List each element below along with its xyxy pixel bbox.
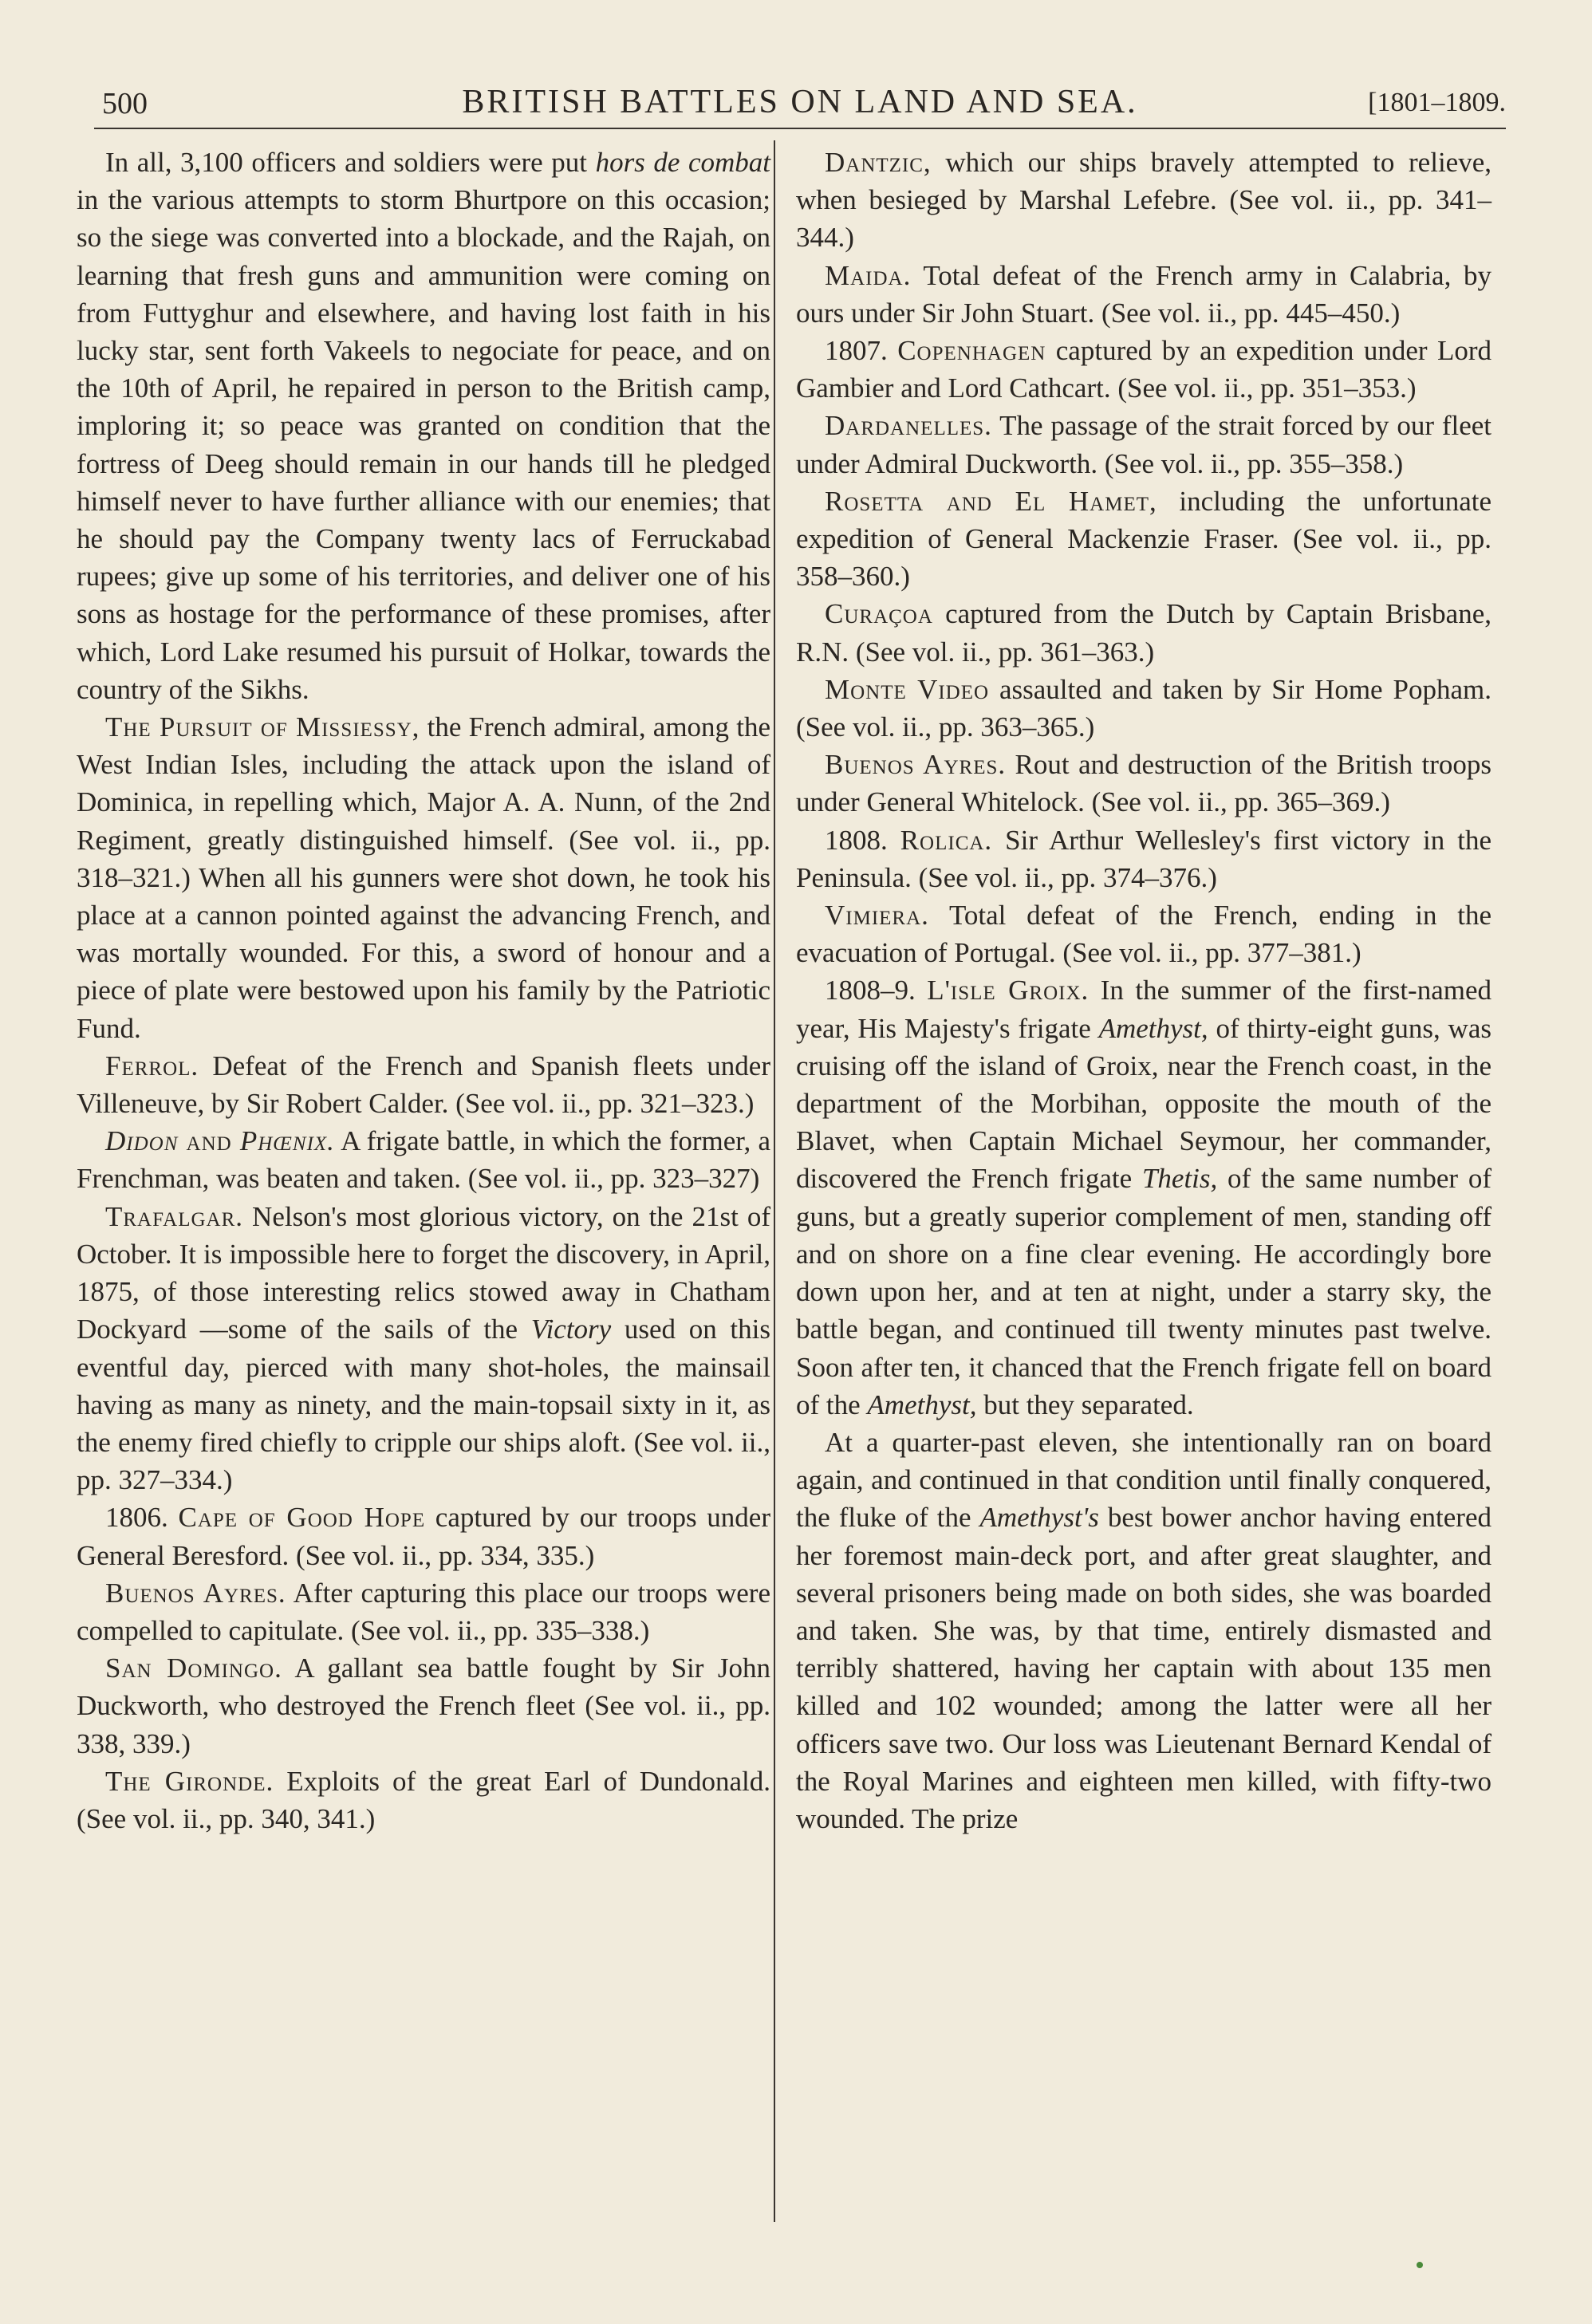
paragraph: Rosetta and El Hamet, including the unfortunate expedition of General Mackenzie Fraser. (See vol. ii., pp. 358–360.) [796,485,1492,593]
paragraph: The Pursuit of Missiessy, the French admiral, among the West Indian Isles, including the attack upon the island of Dominica, in repelling which, Major A. A. Nunn, of the 2nd Regiment, greatly distinguished himself. (See vol. ii., pp. 318–321.) When all his gunners were shot down, he took his place at a cannon pointed against the advancing French, and was mortally wounded. For this, a sword of honour and a piece of plate were bestowed upon his family by the Patriotic Fund. [77,711,770,1044]
running-title: BRITISH BATTLES ON LAND AND SEA. [462,84,1138,120]
page-number: 500 [102,87,148,120]
ink-speck [1417,2262,1423,2268]
paragraph: 1807. Copenhagen captured by an expedition under Lord Gambier and Lord Cathcart. (See vol. ii., pp. 351–353.) [796,335,1492,404]
paragraph: Dantzic, which our ships bravely attempted to relieve, when besieged by Marshal Lefebre. (See vol. ii., pp. 341–344.) [796,147,1492,254]
paragraph: Vimiera. Total defeat of the French, ending in the evacuation of Portugal. (See vol. ii., pp. 377–381.) [796,900,1492,969]
right-column [796,144,1492,1838]
paragraph: Trafalgar. Nelson's most glorious victory, on the 21st of October. It is impossible here to forget the discovery, in April, 1875, of those interesting relics stowed away in Chatham Dockyard —some of the sails of the Victory used on this eventful day, pierced with many shot-holes, the mainsail having as many as ninety, and the main-topsail sixty in it, as the enemy fired chiefly to cripple our ships aloft. (See vol. ii., pp. 327–334.) [77,1200,770,1496]
paragraph: At a quarter-past eleven, she intentionally ran on board again, and continued in that condition until finally conquered, the fluke of the Amethyst's best bower anchor having entered her foremost main-deck port, and after great slaughter, and several prisoners being made on both sides, she was boarded and taken. She was, by that time, entirely dismasted and terribly shattered, having her captain with about 135 men killed and 102 wounded; among the latter were all her officers save two. Our loss was Lieutenant Bernard Kendal of the Royal Marines and eighteen men killed, with fifty-two wounded. The prize [796,1426,1492,1834]
paragraph: 1808–9. L'isle Groix. In the summer of the first-named year, His Majesty's frigate Amethyst, of thirty-eight guns, was cruising off the island of Groix, near the French coast, in the department of the Morbihan, opposite the mouth of the Blavet, when Captain Michael Seymour, her commander, discovered the French frigate Thetis, of the same number of guns, but a greatly superior complement of men, standing off and on shore on a fine clear evening. He accordingly bore down upon her, and at ten at night, under a starry sky, the battle began, and continued till twenty minutes past twelve. Soon after ten, it chanced that the French frigate fell on board of the Amethyst, but they separated. [796,975,1492,1420]
column-divider [774,140,775,2222]
paragraph: In all, 3,100 officers and soldiers were put hors de combat in the various attempts to storm Bhurtpore on this occasion; so the siege was converted into a blockade, and the Rajah, on learning that fresh guns and ammunition were coming on from Futtyghur and elsewhere, and having lost faith in his lucky star, sent forth Vakeels to negociate for peace, and on the 10th of April, he repaired in person to the British camp, imploring it; so peace was granted on condition that the fortress of Deeg should remain in our hands till he pledged himself never to have further alliance with our enemies; that he should pay the Company twenty lacs of Ferruckabad rupees; give up some of his territories, and deliver one of his sons as hostage for the performance of these promises, after which, Lord Lake resumed his pursuit of Holkar, towards the country of the Sikhs. [77,147,771,705]
year-range: [1801–1809. [1368,88,1506,117]
paragraph: The Gironde. Exploits of the great Earl of Dundonald. (See vol. ii., pp. 340, 341.) [77,1765,770,1834]
paragraph: Buenos Ayres. Rout and destruction of the British troops under General Whitelock. (See vol. ii., pp. 365–369.) [796,749,1492,818]
left-column [77,144,770,1838]
paragraph: Curaçoa captured from the Dutch by Captain Brisbane, R.N. (See vol. ii., pp. 361–363.) [796,598,1492,668]
paragraph: 1806. Cape of Good Hope captured by our troops under General Beresford. (See vol. ii., pp. 334, 335.) [77,1502,770,1571]
paragraph: Buenos Ayres. After capturing this place our troops were compelled to capitulate. (See vol. ii., pp. 335–338.) [77,1577,770,1646]
paragraph: Maida. Total defeat of the French army in Calabria, by ours under Sir John Stuart. (See vol. ii., pp. 445–450.) [796,259,1492,329]
paragraph: Monte Video assaulted and taken by Sir Home Popham. (See vol. ii., pp. 363–365.) [796,673,1492,743]
paragraph: Didon and Phœnix. A frigate battle, in which the former, a Frenchman, was beaten and taken. (See vol. ii., pp. 323–327) [77,1125,770,1195]
paragraph: 1808. Rolica. Sir Arthur Wellesley's first victory in the Peninsula. (See vol. ii., pp. 374–376.) [796,824,1492,893]
paragraph: Dardanelles. The passage of the strait forced by our fleet under Admiral Duckworth. (See vol. ii., pp. 355–358.) [796,410,1492,479]
paragraph: San Domingo. A gallant sea battle fought by Sir John Duckworth, who destroyed the French fleet (See vol. ii., pp. 338, 339.) [77,1652,770,1759]
paragraph: Ferrol. Defeat of the French and Spanish fleets under Villeneuve, by Sir Robert Calder. (See vol. ii., pp. 321–323.) [77,1050,770,1120]
page-header [94,80,1506,129]
